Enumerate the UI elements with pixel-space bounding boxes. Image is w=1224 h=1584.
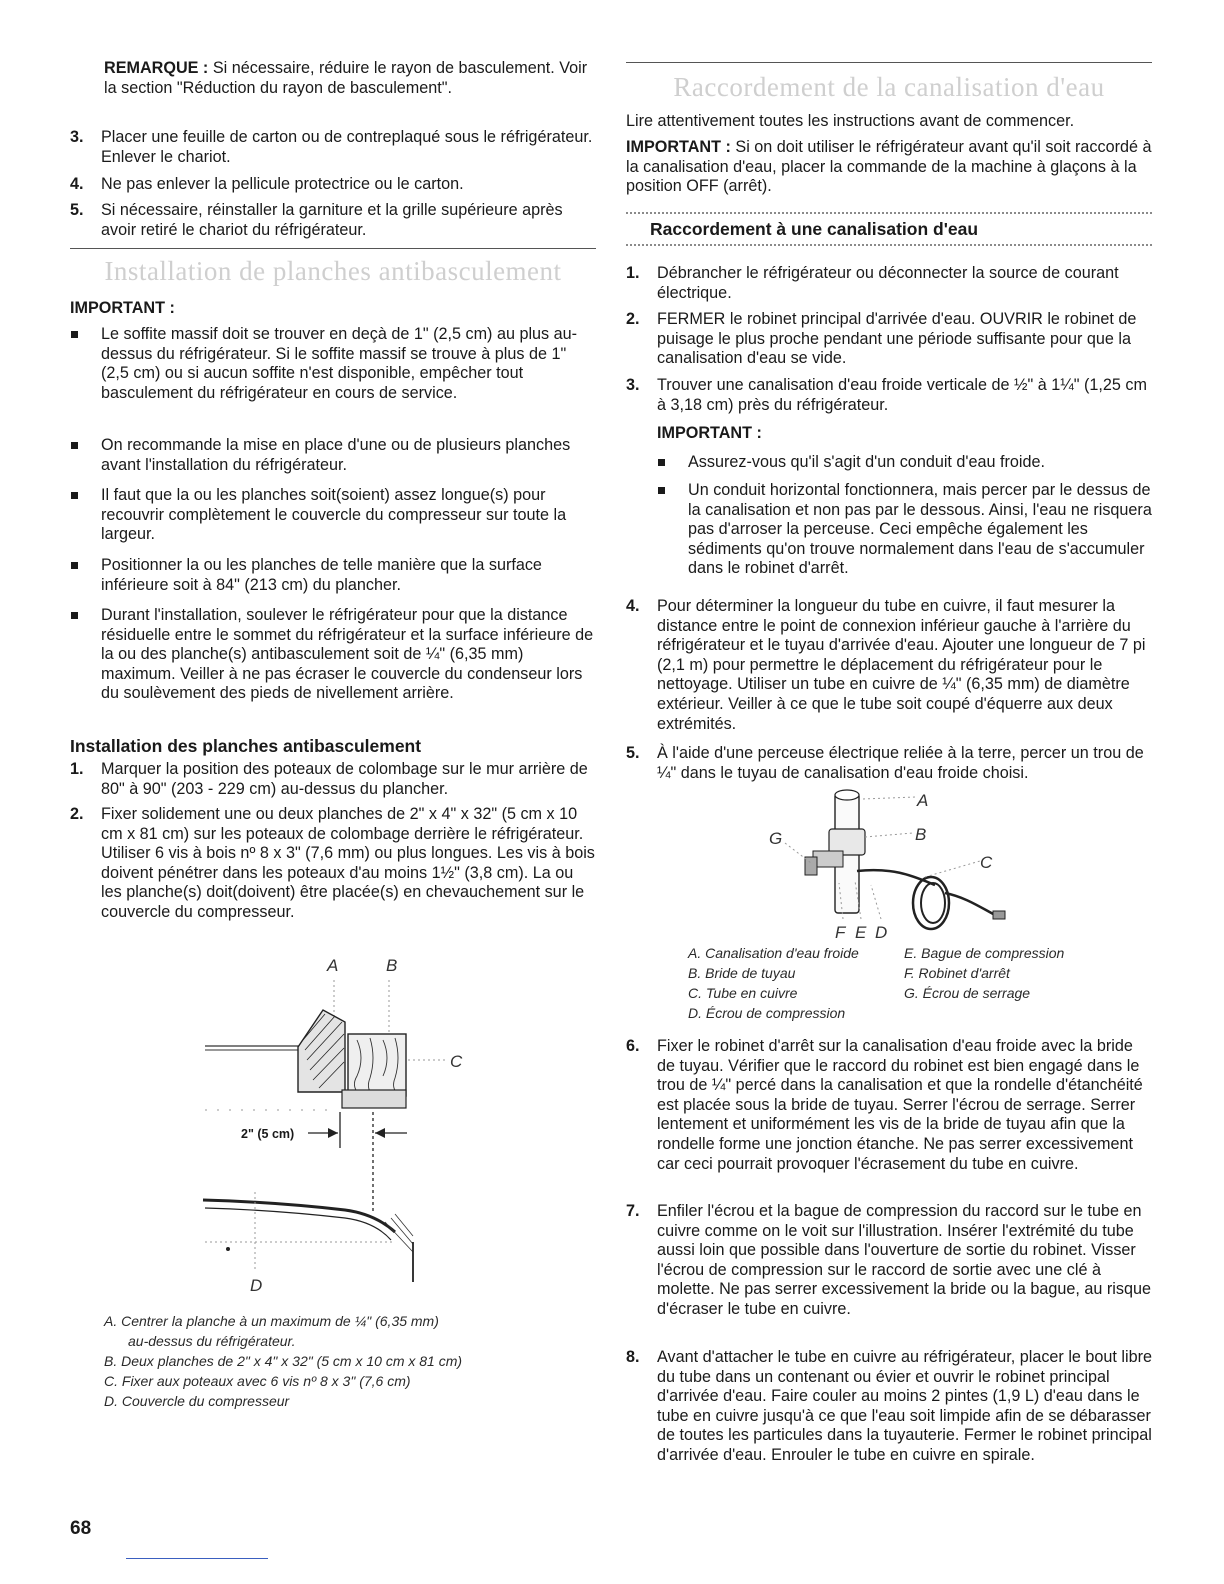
caption-a-cont: au-dessus du réfrigérateur. xyxy=(128,1333,296,1349)
water-line-figure xyxy=(755,785,1045,945)
dimension-label: 2" (5 cm) xyxy=(241,1127,295,1141)
water-step-1: 1. Débrancher le réfrigérateur ou déconnecter la source de courant électrique. xyxy=(626,264,1119,302)
footer-line xyxy=(126,1558,268,1559)
figure-label-a: A xyxy=(327,956,339,975)
bullet-2: On recommande la mise en place d'une ou de plusieurs planches avant l'installation du réfrigérateur. xyxy=(70,436,596,475)
figure-label-a: A xyxy=(917,791,929,810)
important-label: IMPORTANT : xyxy=(70,299,175,317)
figure-label-c: C xyxy=(450,1052,463,1071)
figure-label-g: G xyxy=(769,829,783,848)
water-intro: Lire attentivement toutes les instructions avant de commencer. xyxy=(626,112,1075,130)
step-5-top: 5. Si nécessaire, réinstaller la garniture et la grille supérieure après avoir retiré le chariot du réfrigérateur. xyxy=(70,201,563,239)
bullet-4: Positionner la ou les planches de telle manière que la surface inférieure soit à 84" (213 cm) du plancher. xyxy=(70,556,596,595)
figure-label-d: D xyxy=(875,923,888,942)
water-step-4: 4. Pour déterminer la longueur du tube en cuivre, il faut mesurer la distance entre le point de connexion inférieur gauche à l'arrière du réfrigérateur et le tuyau d'arrivée d'eau. Ajouter une longueur de 7 pi (2,1 m) pour permettre le déplacement du réfrigérateur pour le nettoyage. Utiliser un tube en cuivre de ¼" (6,35 mm) de diamètre extérieur. Veiller à ce que le tube soit coupé d'équerre aux deux extrémités. xyxy=(626,597,1146,733)
caption-a: A. Canalisation d'eau froide xyxy=(688,945,859,961)
page-number: 68 xyxy=(70,1518,92,1539)
anti-tip-drawing xyxy=(195,952,495,1292)
section-title-water: Raccordement de la canalisation d'eau xyxy=(673,72,1105,102)
subheading-anti-tip: Installation des planches antibasculement xyxy=(70,736,422,756)
subheading-water: Raccordement à une canalisation d'eau xyxy=(650,219,979,239)
figure-label-b: B xyxy=(386,956,398,975)
water-important: IMPORTANT : Si on doit utiliser le réfrigérateur avant qu'il soit raccordé à la canalisation d'eau, placer la commande de la machine à glaçons à la position OFF (arrêt). xyxy=(626,138,1152,196)
figure-label-d: D xyxy=(250,1276,263,1295)
dotted-rule-bottom xyxy=(626,244,1152,246)
right-section-divider xyxy=(626,62,1152,63)
bullet-5: Durant l'installation, soulever le réfrigérateur pour que la distance résiduelle entre le sommet du réfrigérateur et la surface inférieure de la ou des planche(s) antibasculement soit de ¼" (6,35 mm) maximum. Veiller à ne pas écraser le couvercle du condenseur lors du soulèvement des pieds de nivellement arrière. xyxy=(70,606,596,704)
section-divider xyxy=(70,248,596,249)
bullet-3: Il faut que la ou les planches soit(soient) assez longue(s) pour recouvrir complètement le couvercle du compresseur sur toute la largeur. xyxy=(70,486,596,545)
water-line-drawing xyxy=(755,785,1045,945)
remark-label: REMARQUE : xyxy=(104,59,209,77)
step-4-top: 4. Ne pas enlever la pellicule protectrice ou le carton. xyxy=(70,175,464,193)
water-step-6: 6. Fixer le robinet d'arrêt sur la canalisation d'eau froide avec la bride de tuyau. Vérifier que le raccord du robinet est bien engagé dans le trou de ¼" percé dans la canalisation et que la rondelle d'étanchéité est placée sous la bride de tuyau. Serrer l'écrou de serrage. Serrer lentement et uniformément les vis de la bride de tuyau afin que la rondelle forme une jonction étanche. Ne pas serrer excessivement car ceci pourrait provoquer l'écrasement du tube en cuivre. xyxy=(626,1037,1143,1173)
water-important-2: IMPORTANT : xyxy=(657,424,762,442)
figure-label-f: F xyxy=(835,923,846,942)
step-3-top: 3. Placer une feuille de carton ou de contreplaqué sous le réfrigérateur. Enlever le chariot. xyxy=(70,128,593,166)
anti-tip-figure xyxy=(195,952,495,1295)
caption-d: D. Couvercle du compresseur xyxy=(104,1393,290,1409)
figure-label-c: C xyxy=(980,853,993,872)
figure-label-b: B xyxy=(915,825,927,844)
water-step-8: 8. Avant d'attacher le tube en cuivre au réfrigérateur, placer le bout libre du tube dans un contenant ou évier et ouvrir le robinet principal d'arrivée d'eau. Faire couler au moins 2 pintes (1,9 L) d'eau dans le tube en cuivre jusqu'à ce que l'eau soit limpide afin de se débarasser de toutes les particules dans la tuyauterie. Fermer le robinet principal d'arrivée d'eau. Enrouler le tube en cuivre en spirale. xyxy=(626,1348,1153,1464)
dotted-rule-top xyxy=(626,212,1152,214)
caption-f: F. Robinet d'arrêt xyxy=(904,965,1010,981)
remark-text: Si nécessaire, réduire le rayon de basculement. Voir la section "Réduction du rayon de basculement". xyxy=(104,59,588,97)
water-step-7: 7. Enfiler l'écrou et la bague de compression du raccord sur le tube en cuivre comme on le voit sur l'illustration. Insérer l'extrémité du tube aussi loin que possible dans l'ouverture de sortie du robinet. Visser l'écrou de compression sur le raccord de sortie avec une clé à molette. Ne pas serrer excessivement la bride ou la bague, au risque d'écraser le tube en cuivre. xyxy=(626,1202,1151,1318)
caption-g: G. Écrou de serrage xyxy=(904,985,1031,1001)
water-bullet-2: Un conduit horizontal fonctionnera, mais percer par le dessus de la canalisation et non pas par le dessous. Ainsi, l'eau ne risquera pas d'arroser la perceuse. Ceci empêche également les sédiments qu'on trouve normalement dans l'eau de s'accumuler dans le robinet d'arrêt. xyxy=(657,481,1152,579)
caption-c: C. Fixer aux poteaux avec 6 vis nº 8 x 3" (7,6 cm) xyxy=(104,1373,411,1389)
water-step-2: 2. FERMER le robinet principal d'arrivée d'eau. OUVRIR le robinet de puisage le plus proche pendant une période suffisante pour que la canalisation d'eau se vide. xyxy=(626,310,1137,368)
caption-c: C. Tube en cuivre xyxy=(688,985,798,1001)
bullet-1: Le soffite massif doit se trouver en deçà de 1" (2,5 cm) au plus au-dessus du réfrigérateur. Si le soffite massif se trouve à plus de 1" (2,5 cm) ou si aucun soffite n'est disponible, empêcher tout basculement du réfrigérateur en cours de service. xyxy=(70,325,596,403)
step-1: 1. Marquer la position des poteaux de colombage sur le mur arrière de 80" à 90" (203 - 229 cm) au-dessus du plancher. xyxy=(70,760,588,798)
caption-d: D. Écrou de compression xyxy=(688,1005,846,1021)
step-2: 2. Fixer solidement une ou deux planches de 2" x 4" x 32" (5 cm x 10 cm x 81 cm) sur les poteaux de colombage derrière le réfrigérateur. Utiliser 6 vis à bois nº 8 x 3" (7,6 mm) ou plus longues. Les vis à bois doivent pénétrer dans les poteaux d'au moins 1½" (3,8 cm). La ou les planche(s) doit(doivent) être placée(s) en chevauchement sur le couvercle du compresseur. xyxy=(70,805,595,921)
figure-label-e: E xyxy=(855,923,867,942)
caption-e: E. Bague de compression xyxy=(904,945,1065,961)
section-title-anti-tip: Installation de planches antibasculement xyxy=(104,256,562,286)
water-step-3: 3. Trouver une canalisation d'eau froide verticale de ½" à 1¼" (1,25 cm à 3,18 cm) près du réfrigérateur. xyxy=(626,376,1147,414)
caption-b: B. Deux planches de 2" x 4" x 32" (5 cm x 10 cm x 81 cm) xyxy=(104,1353,463,1369)
water-bullet-1: Assurez-vous qu'il s'agit d'un conduit d'eau froide. xyxy=(657,453,1152,473)
remark-note xyxy=(104,59,594,98)
caption-a: A. Centrer la planche à un maximum de ¼" (6,35 mm) xyxy=(104,1313,439,1329)
water-step-5: 5. À l'aide d'une perceuse électrique reliée à la terre, percer un trou de ¼" dans le tuyau de canalisation d'eau froide choisi. xyxy=(626,744,1144,782)
caption-b: B. Bride de tuyau xyxy=(688,965,796,981)
